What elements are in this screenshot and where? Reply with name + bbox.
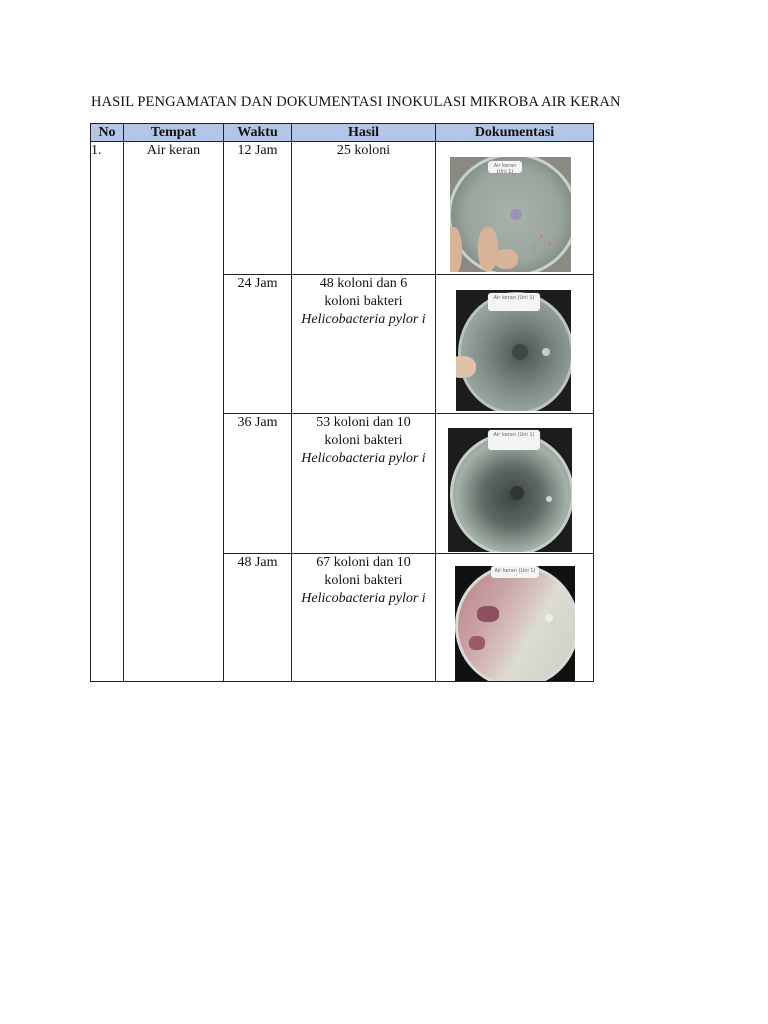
cell-dokumentasi (436, 414, 594, 554)
header-hasil: Hasil (292, 124, 436, 142)
table-row (91, 142, 594, 275)
header-no: No (91, 124, 124, 142)
hasil-species: Helicobacteria pylor i (301, 312, 426, 327)
cell-hasil (292, 554, 436, 682)
hasil-species: Helicobacteria pylor i (301, 591, 426, 606)
hasil-line: 25 koloni (336, 143, 391, 158)
hasil-line: koloni bakteri (324, 573, 403, 588)
dish-label: Air keran (Uni 1) (488, 430, 540, 450)
hasil-line: 67 koloni dan 10 (316, 555, 411, 570)
petri-dish-photo (450, 157, 571, 272)
cell-hasil (292, 275, 436, 414)
table-header-row (91, 124, 594, 142)
cell-waktu: 48 Jam (224, 554, 292, 682)
header-tempat: Tempat (124, 124, 224, 142)
cell-dokumentasi (436, 142, 594, 275)
hasil-line: 53 koloni dan 10 (316, 415, 411, 430)
hasil-line: 48 koloni dan 6 (319, 276, 408, 291)
cell-hasil (292, 142, 436, 275)
cell-no: 1. (91, 142, 124, 682)
document-title: HASIL PENGAMATAN DAN DOKUMENTASI INOKULASI MIKROBA AIR KERAN (91, 94, 621, 110)
cell-dokumentasi (436, 554, 594, 682)
cell-tempat: Air keran (124, 142, 224, 682)
petri-dish-photo (448, 428, 572, 552)
hasil-species: Helicobacteria pylor i (301, 451, 426, 466)
cell-waktu: 12 Jam (224, 142, 292, 275)
petri-dish-photo (455, 566, 575, 681)
petri-dish-photo (456, 290, 571, 411)
hasil-line: koloni bakteri (324, 294, 403, 309)
header-waktu: Waktu (224, 124, 292, 142)
hasil-line: koloni bakteri (324, 433, 403, 448)
dish-label: Air keran (Uni 1) (488, 161, 522, 173)
cell-waktu: 36 Jam (224, 414, 292, 554)
dish-label: Air keran (Uni 1) (491, 566, 539, 578)
observation-table (90, 123, 594, 682)
cell-waktu: 24 Jam (224, 275, 292, 414)
cell-dokumentasi (436, 275, 594, 414)
dish-label: Air keran (Uni 1) (488, 293, 540, 311)
header-dokumentasi: Dokumentasi (436, 124, 594, 142)
cell-hasil (292, 414, 436, 554)
